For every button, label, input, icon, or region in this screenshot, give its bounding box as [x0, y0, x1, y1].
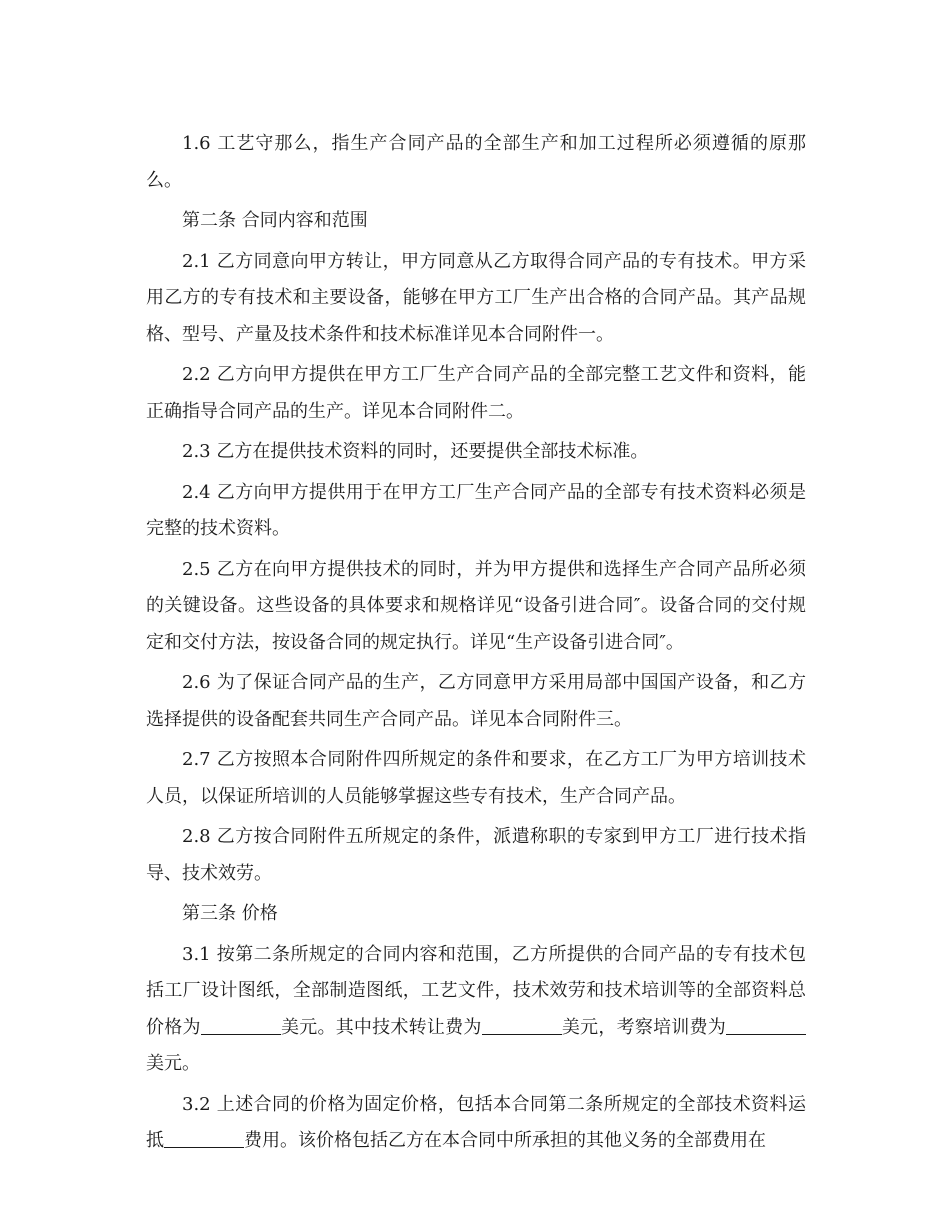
clause-1-6: 1.6 工艺守那么，指生产合同产品的全部生产和加工过程所必须遵循的原那么。: [146, 133, 806, 191]
clause-3-2-text-b: 费用。该价格包括乙方在本合同中所承担的其他义务的全部费用在: [244, 1130, 766, 1151]
article-2-heading: 第二条 合同内容和范围: [182, 210, 368, 231]
clause-2-5: 2.5 乙方在向甲方提供技术的同时，并为甲方提供和选择生产合同产品所必须的关键设备。这些设备的具体要求和规格详见“设备引进合同″。设备合同的交付规定和交付方法，按设备合同的规定执行。详见“生产设备引进合同″。: [146, 558, 806, 653]
clause-2-4: 2.4 乙方向甲方提供用于在甲方工厂生产合同产品的全部专有技术资料必须是完整的技术资料。: [146, 481, 806, 539]
clause-3-2: [146, 1087, 806, 1160]
blank-training-fee: [726, 1014, 806, 1035]
clause-3-2-text-a: 3.2 上述合同的价格为固定价格，包括本合同第二条所规定的全部技术资料运抵: [146, 1093, 806, 1151]
clause-3-1-text-c: 美元，考察培训费为: [561, 1016, 727, 1038]
clause-2-2: 2.2 乙方向甲方提供在甲方工厂生产合同产品的全部完整工艺文件和资料，能正确指导合同产品的生产。详见本合同附件二。: [146, 364, 806, 422]
document-body: [146, 126, 806, 1164]
clause-2-1: 2.1 乙方同意向甲方转让，甲方同意从乙方取得合同产品的专有技术。甲方采用乙方的专有技术和主要设备，能够在甲方工厂生产出合格的合同产品。其产品规格、型号、产量及技术条件和技术标准详见本合同附件一。: [146, 250, 806, 345]
clause-2-8: 2.8 乙方按合同附件五所规定的条件，派遣称职的专家到甲方工厂进行技术指导、技术效劳。: [146, 826, 806, 884]
clause-3-1-text-a: 3.1 按第二条所规定的合同内容和范围，乙方所提供的合同产品的专有技术包括工厂设计图纸，全部制造图纸，工艺文件，技术效劳和技术培训等的全部资料总价格为: [146, 943, 806, 1038]
blank-total-price: [201, 1014, 281, 1035]
article-3-heading: 第三条 价格: [182, 903, 278, 924]
blank-transfer-fee: [482, 1014, 562, 1035]
clause-2-7: 2.7 乙方按照本合同附件四所规定的条件和要求，在乙方工厂为甲方培训技术人员，以保证所培训的人员能够掌握这些专有技术，生产合同产品。: [146, 749, 806, 807]
clause-3-1-text-b: 美元。其中技术转让费为: [280, 1016, 482, 1038]
clause-2-6: 2.6 为了保证合同产品的生产，乙方同意甲方采用局部中国国产设备，和乙方选择提供的设备配套共同生产合同产品。详见本合同附件三。: [146, 672, 806, 730]
blank-destination: [164, 1127, 244, 1148]
clause-2-3: 2.3 乙方在提供技术资料的同时，还要提供全部技术标准。: [182, 441, 649, 462]
clause-3-1: [146, 937, 806, 1083]
clause-3-1-text-d: 美元。: [146, 1053, 200, 1074]
